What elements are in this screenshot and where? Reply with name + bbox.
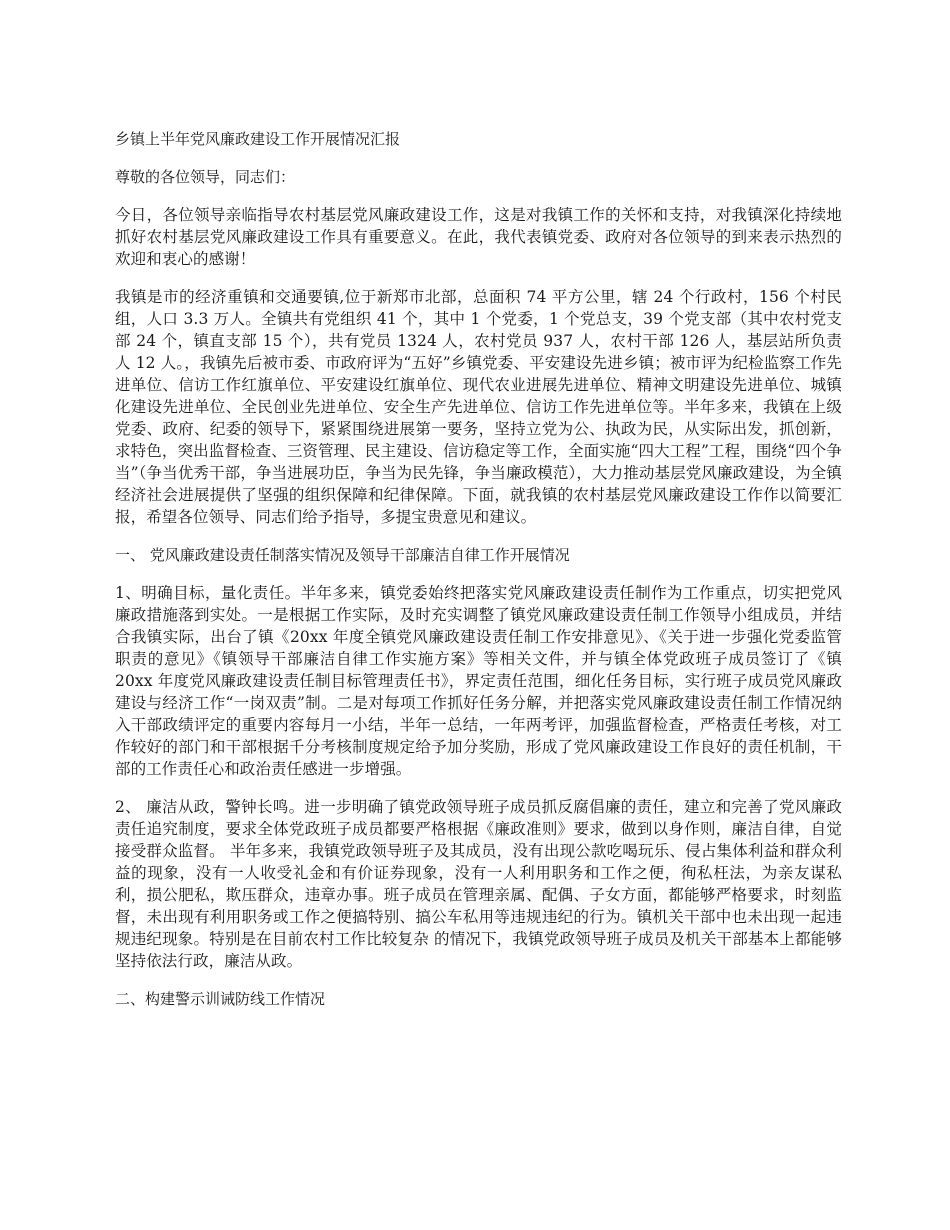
overview-paragraph: 我镇是市的经济重镇和交通要镇,位于新郑市北部，总面积 74 平方公里，辖 24 个行政村，156 个村民组，人口 3.3 万人。全镇共有党组织 41 个，其中 1 个党委，1 个党总支，39 个党支部（其中农村党支部 24 个，镇直支部 15 个），共有党员 1324 人，农村党员 937 人，农村干部 126 人，基层站所负责人 12 人。，我镇先后被市委、市政府评为“五好”乡镇党委、平安建设先进乡镇；被市评为纪检监察工作先进单位、信访工作红旗单位、平安建设红旗单位、现代农业进展先进单位、精神文明建设先进单位、城镇化建设先进单位、全民创业先进单位、安全生产先进单位、信访工作先进单位等。半年多来，我镇在上级党委、政府、纪委的领导下，紧紧围绕进展第一要务，坚持立党为公、执政为民，从实际出发，抓创新，求特色，突出监督检查、三资管理、民主建设、信访稳定等工作，全面实施“四大工程”工程，围绕“四个争当”（争当优秀干部，争当进展功臣，争当为民先锋，争当廉政模范），大力推动基层党风廉政建设，为全镇经济社会进展提供了坚强的组织保障和纪律保障。下面，就我镇的农村基层党风廉政建设工作作以简要汇报，希望各位领导、同志们给予指导，多提宝贵意见和建议。 <box>115 288 842 526</box>
intro-paragraph: 今日，各位领导亲临指导农村基层党风廉政建设工作，这是对我镇工作的关怀和支持，对我镇深化持续地抓好农村基层党风廉政建设工作具有重要意义。在此，我代表镇党委、政府对各位领导的到来表示热烈的欢迎和衷心的感谢！ <box>115 206 842 268</box>
section-1-heading: 一、 党风廉政建设责任制落实情况及领导干部廉洁自律工作开展情况 <box>115 546 570 564</box>
salutation: 尊敬的各位领导，同志们： <box>115 168 296 186</box>
section-2-heading: 二、构建警示训诫防线工作情况 <box>115 990 326 1008</box>
section-1-item-1: 1、明确目标，量化责任。半年多来，镇党委始终把落实党风廉政建设责任制作为工作重点，切实把党风廉政措施落到实处。一是根据工作实际，及时充实调整了镇党风廉政建设责任制工作领导小组成员，并结合我镇实际，出台了镇《20xx 年度全镇党风廉政建设责任制工作安排意见》、《关于进一步强化党委监管职责的意见》《镇领导干部廉洁自律工作实施方案》等相关文件，并与镇全体党政班子成员签订了《镇 20xx 年度党风廉政建设责任制目标管理责任书》，界定责任范围，细化任务目标，实行班子成员党风廉政建设与经济工作“一岗双责”制。二是对每项工作抓好任务分解，并把落实党风廉政建设责任制工作情况纳入干部政绩评定的重要内容每月一小结，半年一总结，一年两考评，加强监督检查，严格责任考核，对工作较好的部门和干部根据千分考核制度规定给予加分奖励，形成了党风廉政建设工作良好的责任机制，干部的工作责任心和政治责任感进一步增强。 <box>115 584 842 778</box>
document-page <box>115 128 842 1026</box>
document-title: 乡镇上半年党风廉政建设工作开展情况汇报 <box>115 130 401 148</box>
section-1-item-2: 2、 廉洁从政，警钟长鸣。进一步明确了镇党政领导班子成员抓反腐倡廉的责任，建立和完善了党风廉政责任追究制度，要求全体党政班子成员都要严格根据《廉政准则》要求，做到以身作则，廉洁自律，自觉接受群众监督。 半年多来，我镇党政领导班子及其成员，没有出现公款吃喝玩乐、侵占集体利益和群众利益的现象，没有一人收受礼金和有价证券现象，没有一人利用职务和工作之便，徇私枉法，为亲友谋私利，损公肥私，欺压群众，违章办事。班子成员在管理亲属、配偶、子女方面，都能够严格要求，时刻监督，未出现有利用职务或工作之便搞特别、搞公车私用等违规违纪的行为。镇机关干部中也未出现一起违规违纪现象。特别是在目前农村工作比较复杂 的情况下，我镇党政领导班子成员及机关干部基本上都能够坚持依法行政，廉洁从政。 <box>115 798 842 970</box>
